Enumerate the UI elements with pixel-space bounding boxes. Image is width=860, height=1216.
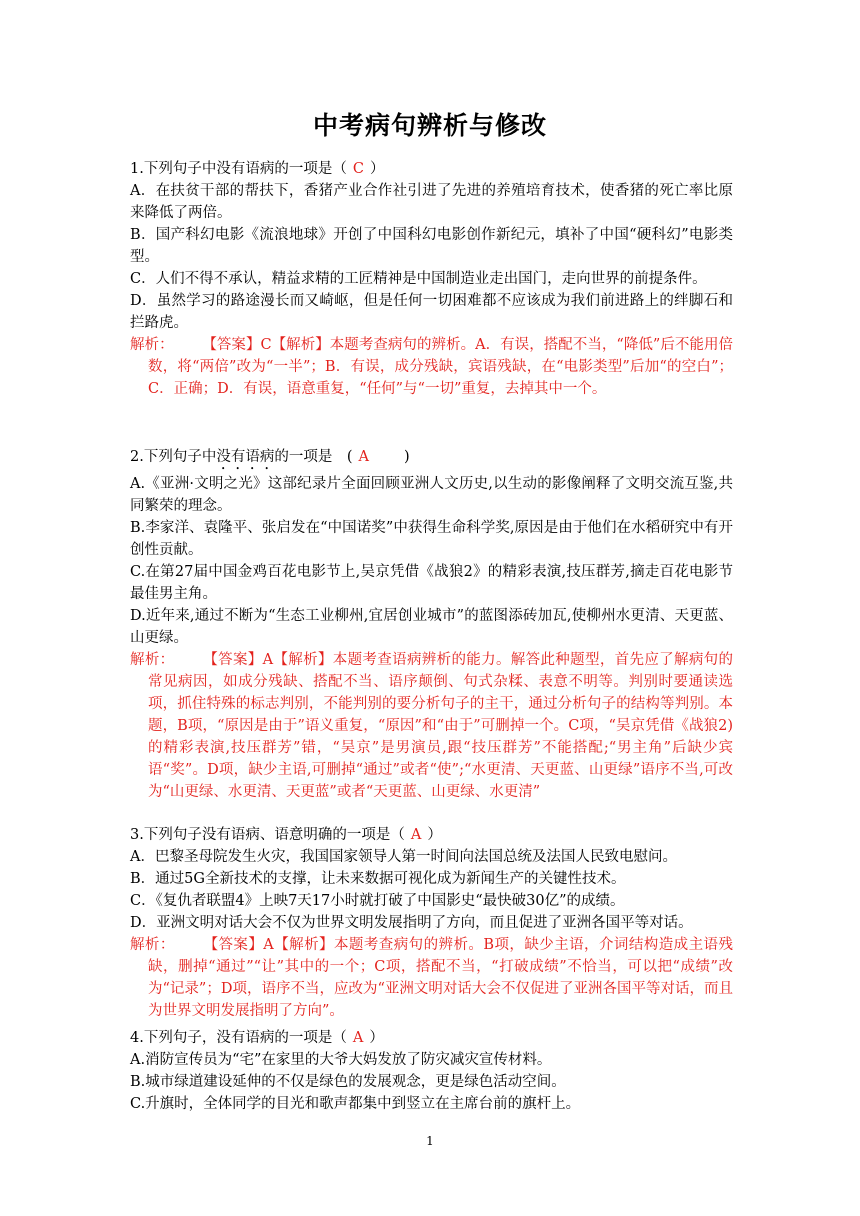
option-b: B.李家洋、袁隆平、张启发在“中国诺奖”中获得生命科学奖,原因是由于他们在水稻研究中有开创性贡献。 [130, 520, 733, 558]
question-4-stem [130, 1027, 733, 1049]
question-stem-text: ) [375, 449, 410, 465]
question-stem-text: 3.下列句子没有语病、语意明确的一项是（ [130, 827, 405, 843]
analysis-text: 【答案】C【解析】本题考查病句的辨析。A．有误，搭配不当，“降低”后不能用倍数，将“两倍”改为“一半”；B．有误，成分残缺，宾语残缺，在“电影类型”后加“的空白”；C．正确；D．有误，语意重复，“任何”与“一切”重复，去掉其中一个。 [148, 337, 734, 397]
emphasized-text: 没有语病 [216, 449, 275, 465]
question-stem-text: 4.下列句子，没有语病的一项是（ [130, 1030, 347, 1046]
option-b: B．通过5G全新技术的支撑，让未来数据可视化成为新闻生产的关键性技术。 [130, 871, 626, 887]
option-a: A.消防宣传员为“宅”在家里的大爷大妈发放了防灾减灾宣传材料。 [130, 1052, 552, 1068]
page-title: 中考病句辨析与修改 [312, 111, 547, 140]
analysis-label: 解析： [130, 937, 175, 953]
question-1 [130, 158, 733, 400]
option-d: D.近年来,通过不断为“生态工业柳州,宜居创业城市”的蓝图添砖加瓦,使柳州水更清、天更蓝、山更绿。 [130, 608, 733, 646]
analysis [130, 934, 733, 1022]
question-4 [130, 1027, 733, 1115]
page-number: 1 [426, 1134, 434, 1148]
question-stem-text: 1.下列句子中没有语病的一项是（ [130, 161, 347, 177]
option-c: C．《复仇者联盟4》上映7天17小时就打破了中国影史“最快破30亿”的成绩。 [130, 893, 625, 909]
option-c: C.在第27届中国金鸡百花电影节上,吴京凭借《战狼2》的精彩表演,技压群芳,摘走百花电影节最佳男主角。 [130, 564, 733, 602]
question-stem-text: ） [369, 1030, 384, 1046]
option-a: A．在扶贫干部的帮扶下，香猪产业合作社引进了先进的养殖培育技术，使香猪的死亡率比原来降低了两倍。 [130, 183, 733, 221]
analysis [130, 334, 733, 400]
question-stem-text: ） [427, 827, 442, 843]
option-a: A．巴黎圣母院发生火灾，我国国家领导人第一时间向法国总统及法国人民致电慰问。 [130, 849, 677, 865]
option-c: C.升旗时，全体同学的目光和歌声都集中到竖立在主席台前的旗杆上。 [130, 1096, 581, 1112]
option-c: C．人们不得不承认，精益求精的工匠精神是中国制造业走出国门，走向世界的前提条件。 [130, 271, 707, 287]
question-2-stem [130, 446, 733, 473]
analysis-label: 解析： [130, 652, 175, 668]
analysis [130, 649, 733, 803]
question-1-stem [130, 158, 733, 180]
question-3 [130, 824, 733, 1022]
answer-letter: C [352, 161, 364, 177]
analysis-label: 解析： [130, 337, 174, 353]
question-stem-text: ） [369, 161, 385, 177]
option-d: D．虽然学习的路途漫长而又崎岖，但是任何一切困难都不应该成为我们前进路上的绊脚石和拦路虎。 [130, 293, 733, 331]
answer-letter: A [410, 827, 422, 843]
analysis-text: 【答案】A【解析】本题考查病句的辨析。B项，缺少主语，介词结构造成主语残缺，删掉“通过”“让”其中的一个；C项，搭配不当，“打破成绩”不恰当，可以把“成绩”改为“记录”；D项，语序不当，应改为“亚洲文明对话大会不仅促进了亚洲各国平等对话，而且为世界文明发展指明了方向”。 [148, 937, 733, 1019]
question-stem-text: 的一项是 ( [274, 449, 353, 465]
answer-letter: A [358, 449, 369, 465]
answer-letter: A [352, 1030, 364, 1046]
option-b: B．国产科幻电影《流浪地球》开创了中国科幻电影创作新纪元，填补了中国“硬科幻”电影类型。 [130, 227, 733, 265]
question-2 [130, 446, 733, 803]
question-stem-text: 2.下列句子中 [130, 449, 217, 465]
option-b: B.城市绿道建设延伸的不仅是绿色的发展观念，更是绿色活动空间。 [130, 1074, 566, 1090]
option-d: D．亚洲文明对话大会不仅为世界文明发展指明了方向，而且促进了亚洲各国平等对话。 [130, 915, 693, 931]
option-a: A.《亚洲·文明之光》这部纪录片全面回顾亚洲人文历史,以生动的影像阐释了文明交流互鉴,共同繁荣的理念。 [130, 476, 733, 514]
question-3-stem [130, 824, 733, 846]
analysis-text: 【答案】A【解析】本题考查语病辨析的能力。解答此种题型，首先应了解病句的常见病因，如成分残缺、搭配不当、语序颠倒、句式杂糅、表意不明等。判别时要通读选项，抓住特殊的标志判别，不能判别的要分析句子的主干，通过分析句子的结构等判别。本题，B项，“原因是由于”语义重复，“原因”和“由于”可删掉一个。C项，“吴京凭借《战狼2)的精彩表演,技压群芳”错，“吴京”是男演员,跟“技压群芳”不能搭配;“男主角”后缺少宾语“奖”。D项，缺少主语,可删掉“通过”或者“使”;“水更清、天更蓝、山更绿”语序不当,可改为“山更绿、水更清、天更蓝”或者“天更蓝、山更绿、水更清” [148, 652, 734, 800]
